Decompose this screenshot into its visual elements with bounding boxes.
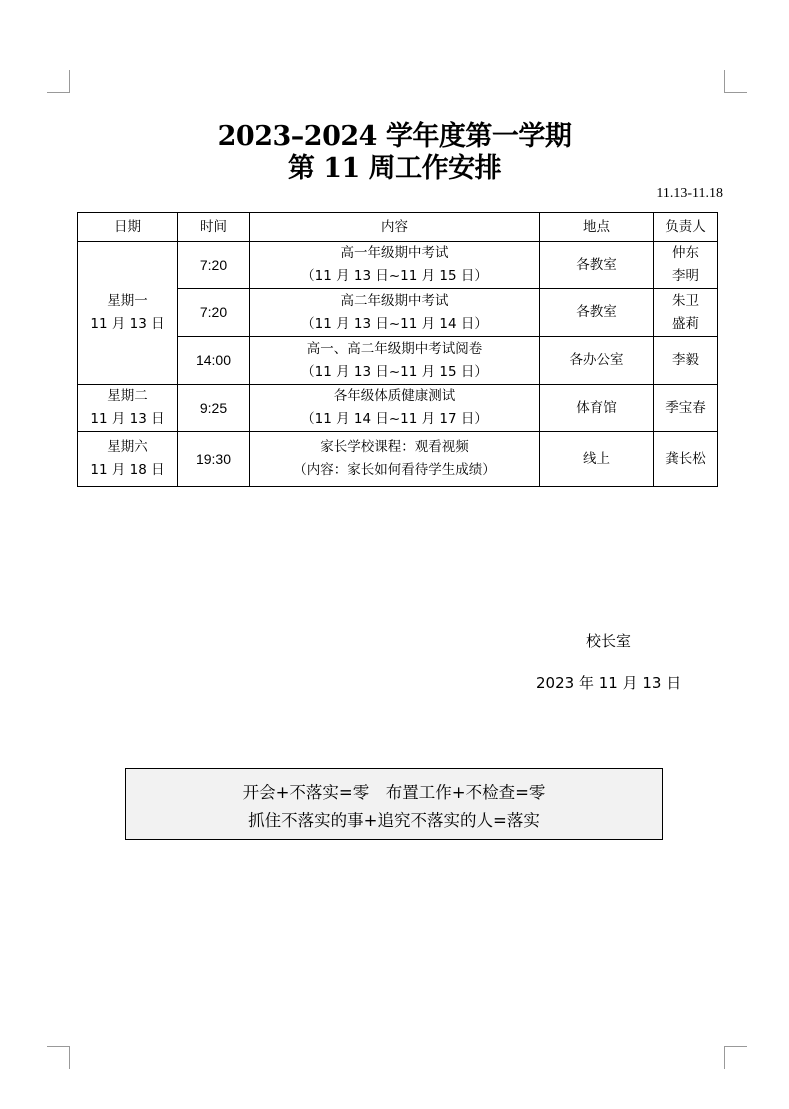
person-cell [654, 242, 718, 289]
sign-date: 2023 年 11 月 13 日 [536, 674, 682, 692]
time-cell: 9:25 [178, 385, 250, 432]
time-cell: 14:00 [178, 337, 250, 385]
header-place: 地点 [540, 213, 654, 242]
content-main: 家长学校课程：观看视频 [320, 439, 469, 455]
header-person: 负责人 [654, 213, 718, 242]
date-day: 11 月 13 日 [90, 316, 165, 332]
time-cell: 7:20 [178, 242, 250, 289]
header-date: 日期 [78, 213, 178, 242]
date-day: 11 月 13 日 [90, 411, 165, 427]
person-cell: 李毅 [654, 337, 718, 385]
corner-mark-bottom-right [724, 1046, 747, 1069]
person-name: 仲东 [672, 245, 699, 261]
title-line-2: 第 11 周工作安排 [287, 153, 502, 184]
content-cell [250, 289, 540, 337]
content-detail: （11 月 13 日~11 月 14 日） [301, 315, 488, 332]
content-main: 高二年级期中考试 [340, 292, 449, 309]
date-cell [78, 385, 178, 432]
corner-mark-bottom-left [47, 1046, 70, 1069]
person-cell: 龚长松 [654, 432, 718, 487]
motto-line-2: 抓住不落实的事+追究不落实的人=落实 [248, 811, 540, 830]
date-weekday: 星期一 [107, 293, 148, 309]
place-cell: 线上 [540, 432, 654, 487]
corner-mark-top-left [47, 70, 70, 93]
place-cell: 各教室 [540, 289, 654, 337]
content-detail: （11 月 13 日~11 月 15 日） [301, 363, 488, 380]
date-weekday: 星期六 [107, 439, 148, 455]
place-cell: 各教室 [540, 242, 654, 289]
content-detail: （11 月 13 日~11 月 15 日） [301, 268, 488, 284]
content-detail: （内容：家长如何看待学生成绩） [293, 462, 496, 478]
schedule-table [77, 212, 718, 487]
person-cell: 季宝春 [654, 385, 718, 432]
motto-box [125, 768, 663, 840]
content-cell [250, 242, 540, 289]
title-line-1: 2023–2024 学年度第一学期 [217, 121, 572, 152]
motto-line-1: 开会+不落实=零 布置工作+不检查=零 [242, 783, 546, 802]
signer: 校长室 [586, 632, 632, 650]
time-cell: 19:30 [178, 432, 250, 487]
header-time: 时间 [178, 213, 250, 242]
date-day: 11 月 18 日 [90, 462, 165, 478]
date-cell [78, 242, 178, 385]
person-name: 李明 [672, 268, 699, 284]
person-name: 盛莉 [672, 315, 699, 332]
person-name: 朱卫 [672, 292, 699, 309]
table-row [78, 242, 718, 289]
date-range: 11.13-11.18 [656, 186, 723, 201]
place-cell: 各办公室 [540, 337, 654, 385]
table-row [78, 432, 718, 487]
header-content: 内容 [250, 213, 540, 242]
corner-mark-top-right [724, 70, 747, 93]
content-main: 高一年级期中考试 [340, 245, 449, 261]
content-cell [250, 385, 540, 432]
content-main: 各年级体质健康测试 [333, 388, 456, 404]
content-detail: （11 月 14 日~11 月 17 日） [301, 411, 488, 427]
table-header-row [78, 213, 718, 242]
date-weekday: 星期二 [107, 388, 148, 404]
table-row [78, 385, 718, 432]
place-cell: 体育馆 [540, 385, 654, 432]
content-cell [250, 432, 540, 487]
date-cell [78, 432, 178, 487]
content-main: 高一、高二年级期中考试阅卷 [306, 340, 483, 357]
person-cell [654, 289, 718, 337]
time-cell: 7:20 [178, 289, 250, 337]
content-cell [250, 337, 540, 385]
